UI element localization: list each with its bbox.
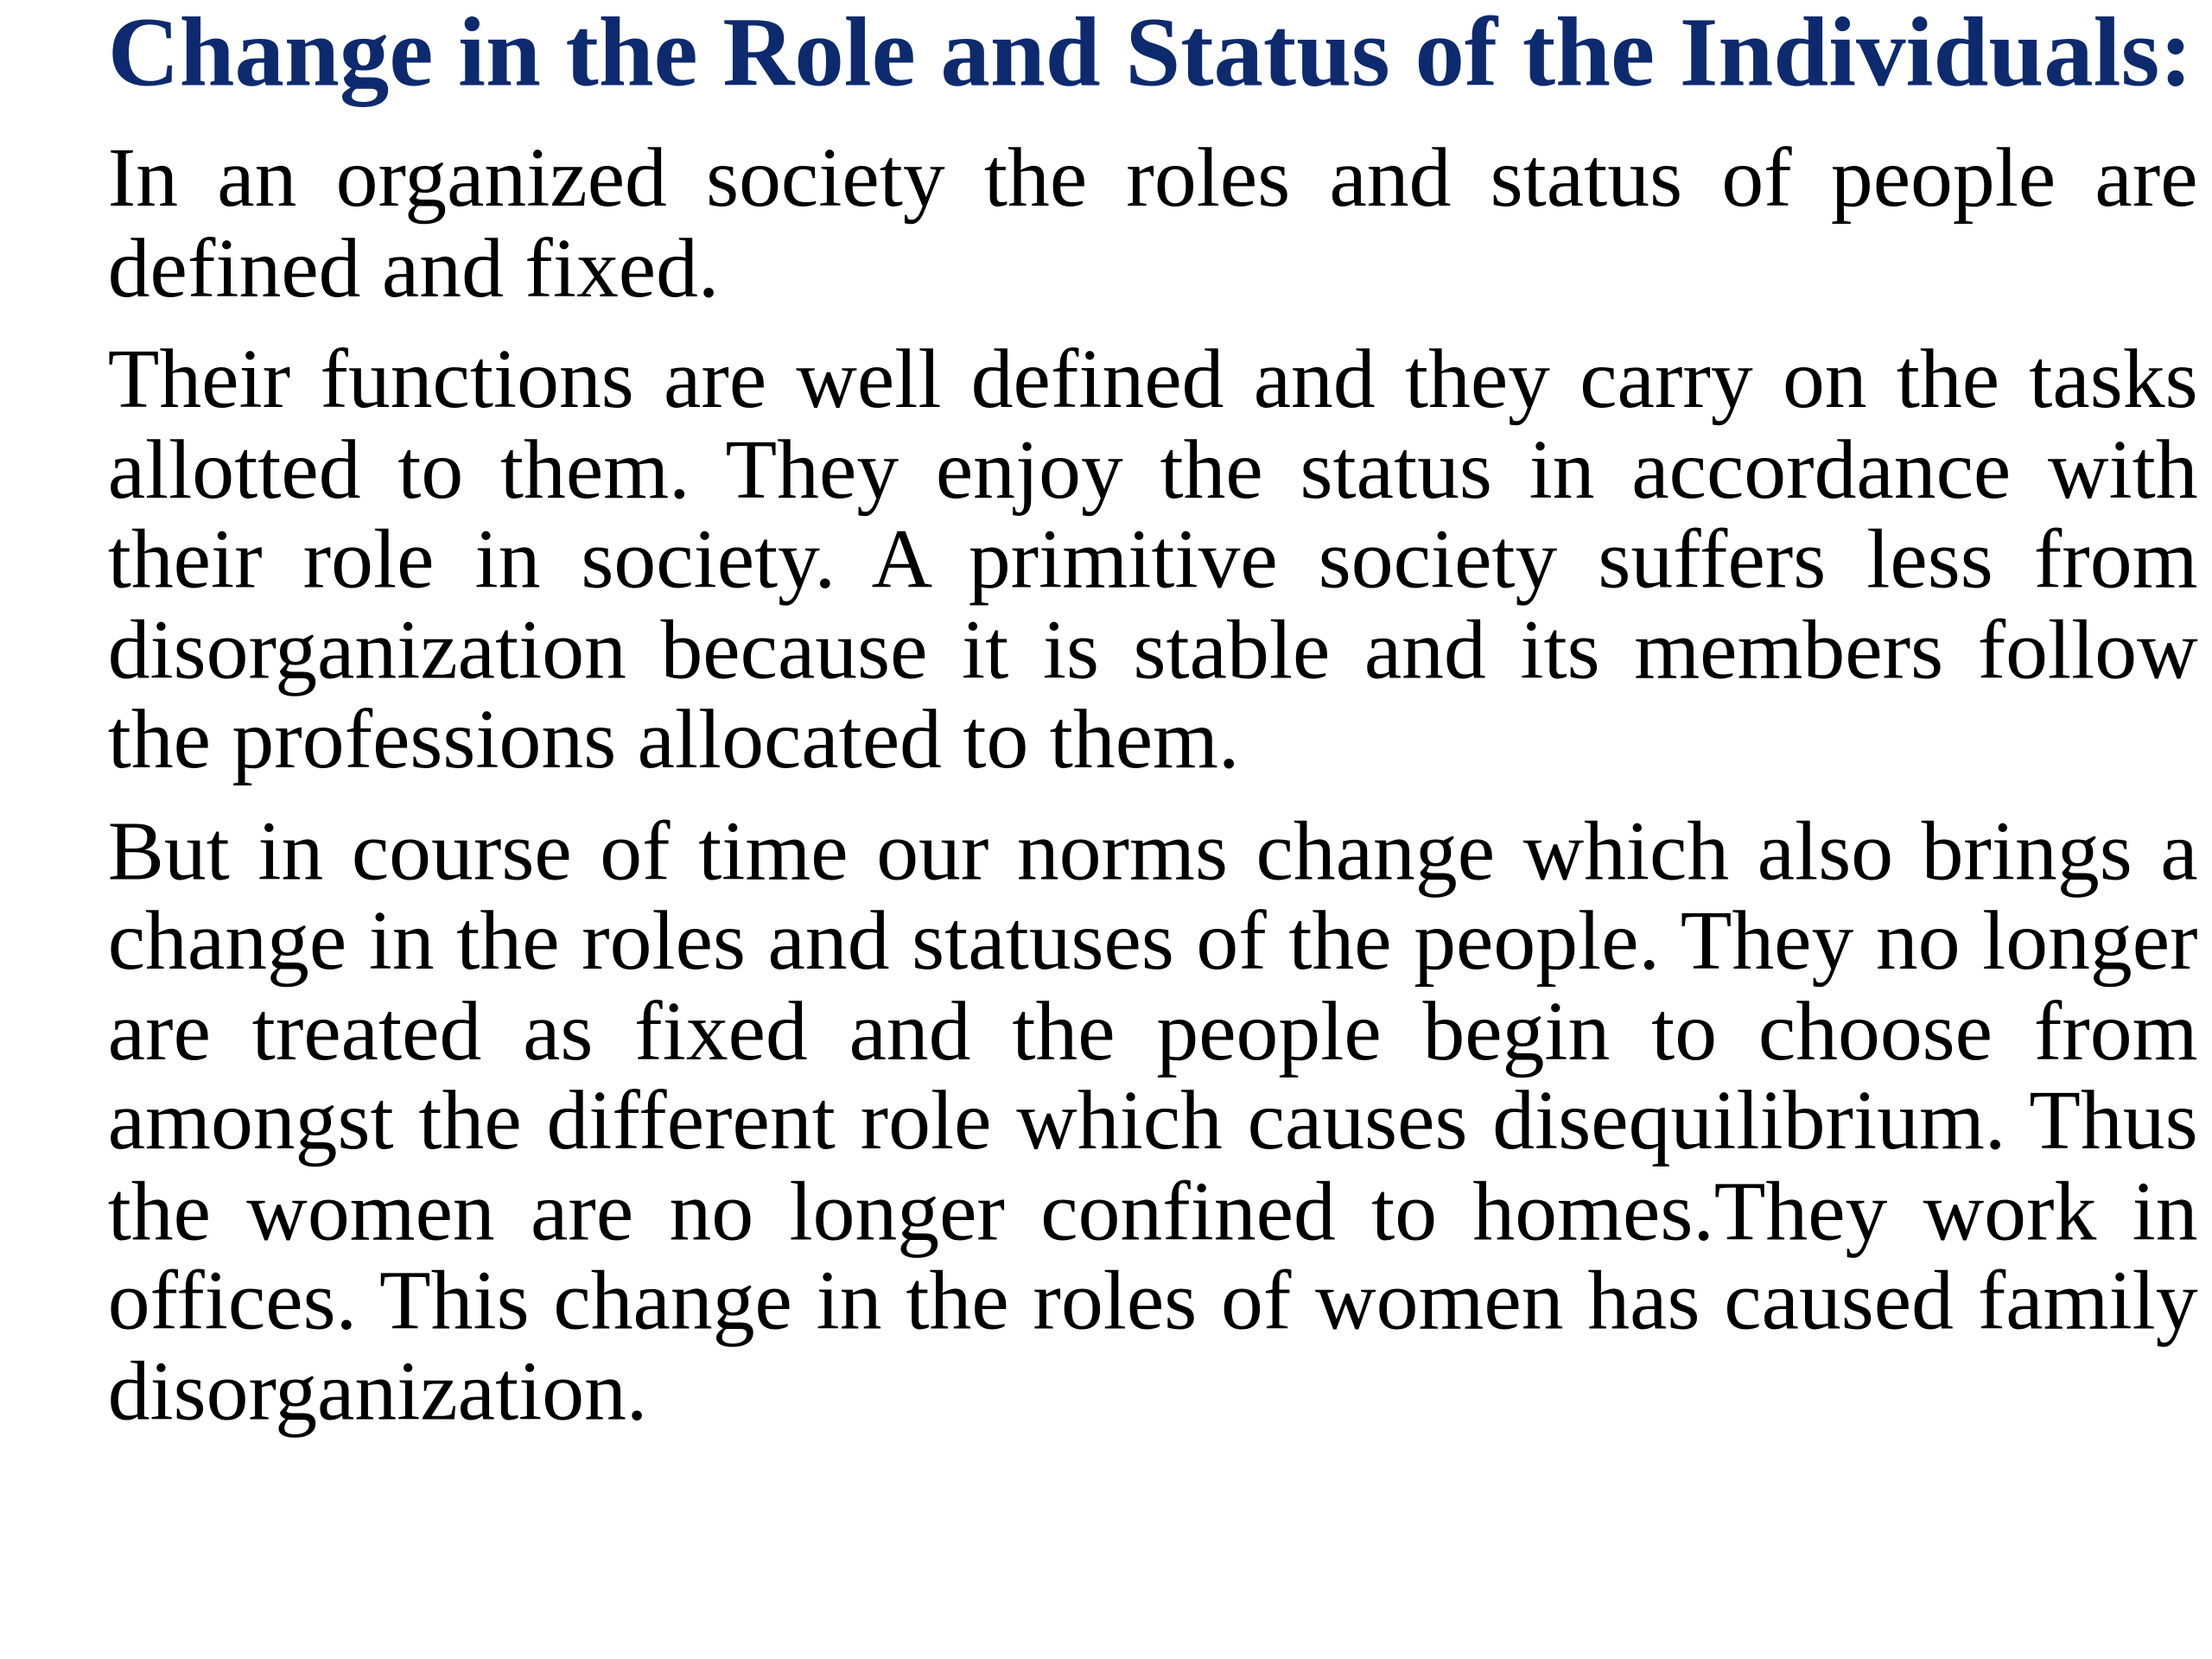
paragraph-changing-norms: But in course of time our norms change which also brings a change in the roles and statuses of the people. They no longer are treated as fixed and the people begin to choose from amongst the different role which causes disequilibrium. Thus the women are no longer confined to homes.They work in offices. This change in the roles of women has caused family disorganization. bbox=[107, 803, 2198, 1438]
section-title: Change in the Role and Status of the Individuals: bbox=[107, 0, 2193, 108]
document-content bbox=[108, 0, 2198, 1436]
paragraph-primitive-society: Their functions are well defined and they carry on the tasks allotted to them. They enjoy the status in accordance with their role in society. A primitive society suffers less from disorganization because it is stable and its members follow the professions allocated to them. bbox=[107, 332, 2198, 786]
paragraph-organized-society: In an organized society the roles and status of people are defined and fixed. bbox=[107, 130, 2198, 315]
